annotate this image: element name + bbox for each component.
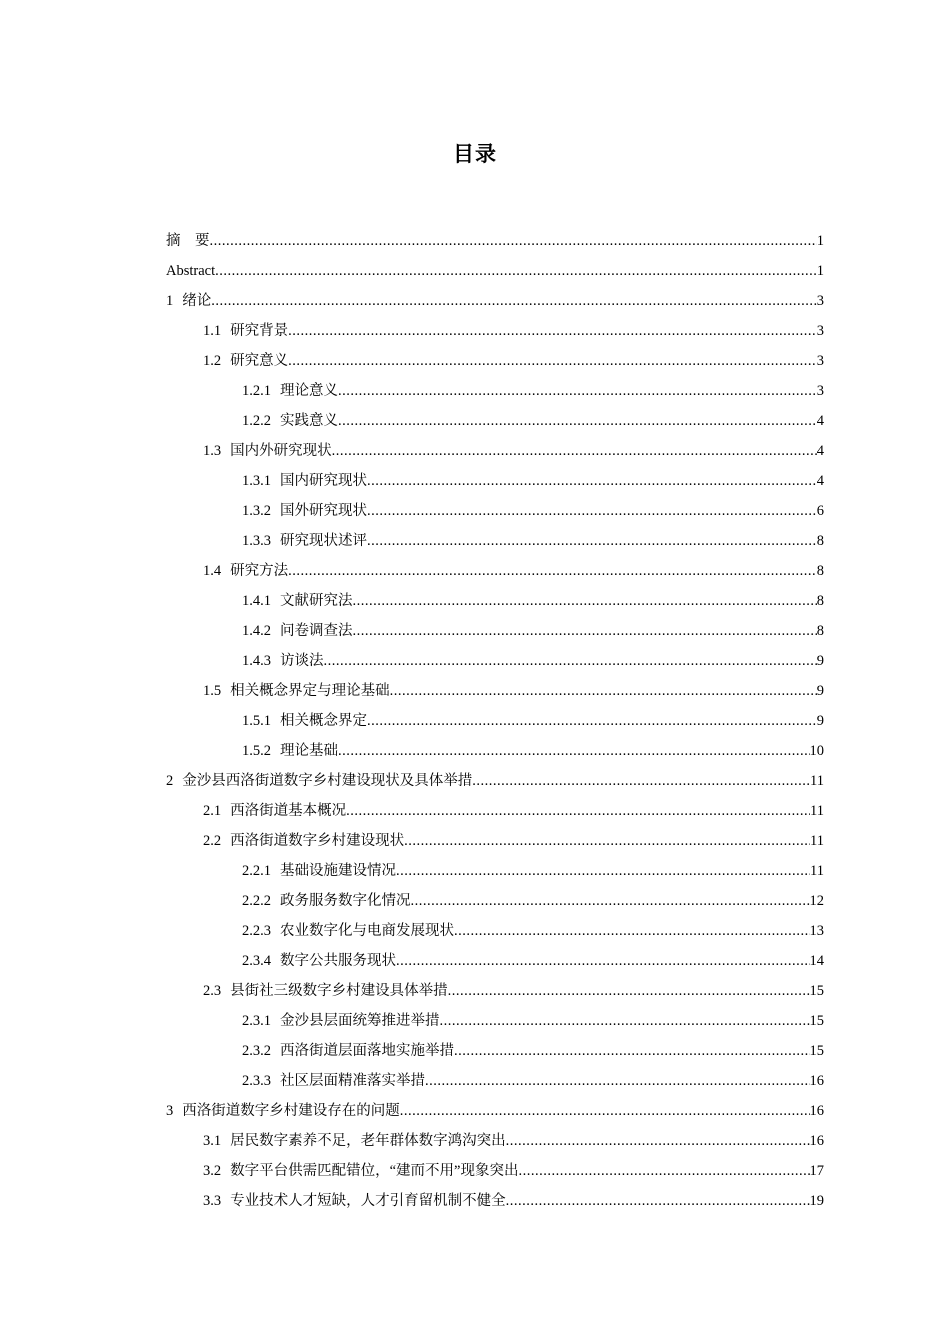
toc-entry-number: 2.2.1 [242,863,271,879]
toc-dot-leader [353,586,817,616]
toc-entry-number: 1 [166,293,174,309]
toc-entry-page: 17 [809,1163,824,1179]
toc-entry-page: 9 [816,683,824,699]
toc-entry[interactable] [166,496,824,526]
toc-entry[interactable] [166,856,824,886]
toc-entry-label: 数字平台供需匹配错位，“建而不用”现象突出 [230,1163,519,1179]
toc-entry[interactable] [166,1126,824,1156]
toc-dot-leader [324,646,817,676]
toc-dot-leader [367,526,817,556]
toc-dot-leader [411,886,810,916]
toc-entry[interactable] [166,586,824,616]
toc-entry-page: 10 [809,743,824,759]
toc-entry-number: 1.3 [203,443,222,459]
toc-entry-number: 1.4 [203,563,222,579]
toc-dot-leader [338,406,817,436]
toc-entry-number: 3 [166,1103,174,1119]
toc-entry-number: 1.5.2 [242,743,271,759]
toc-entry-number: 1.5.1 [242,713,271,729]
toc-entry[interactable] [166,526,824,556]
toc-entry-number: 2.3.1 [242,1013,271,1029]
toc-entry-page: 15 [809,983,824,999]
toc-dot-leader [353,616,817,646]
toc-entry-number: 2.1 [203,803,222,819]
toc-dot-leader [396,946,810,976]
toc-entry-page: 9 [816,653,824,669]
toc-entry-page: 15 [809,1043,824,1059]
page-title: 目录 [453,142,497,166]
toc-dot-leader [404,826,810,856]
toc-entry-page: 15 [809,1013,824,1029]
toc-entry-number: 1.3.3 [242,533,271,549]
toc-entry-page: 3 [816,383,824,399]
toc-entry-label: 研究现状述评 [280,533,367,549]
toc-entry[interactable] [166,1096,824,1126]
toc-entry-page: 3 [816,323,824,339]
toc-entry-page: 14 [809,953,824,969]
toc-entry-label: 居民数字素养不足，老年群体数字鸿沟突出 [230,1133,506,1149]
toc-dot-leader [288,556,817,586]
toc-entry-page: 3 [816,353,824,369]
toc-entry-page: 16 [809,1073,824,1089]
toc-entry-number: 3.2 [203,1163,222,1179]
toc-entry[interactable] [166,886,824,916]
toc-entry-label: 理论意义 [280,383,338,399]
toc-entry-label: 实践意义 [280,413,338,429]
toc-dot-leader [425,1066,810,1096]
toc-dot-leader [519,1156,810,1186]
toc-entry-number: 2.3 [203,983,222,999]
toc-dot-leader [367,706,817,736]
toc-entry-number: 2 [166,773,174,789]
toc-entry-label: 理论基础 [280,743,338,759]
toc-entry-label: 农业数字化与电商发展现状 [280,923,454,939]
toc-entry-number: 2.3.4 [242,953,271,969]
toc-entry[interactable] [166,256,824,286]
toc-entry-number: 2.2.2 [242,893,271,909]
toc-entry-label: 西洛街道层面落地实施举措 [280,1043,454,1059]
toc-entry-page: 9 [816,713,824,729]
toc-dot-leader [454,1036,810,1066]
toc-entry-number: 1.5 [203,683,222,699]
toc-dot-leader [210,226,817,256]
toc-entry-label: 数字公共服务现状 [280,953,396,969]
toc-entry[interactable] [166,376,824,406]
toc-entry-number: 1.2.2 [242,413,271,429]
toc-entry-label: 相关概念界定 [280,713,367,729]
toc-entry[interactable] [166,226,824,256]
toc-entry-label: Abstract [166,263,216,279]
toc-entry[interactable] [166,466,824,496]
toc-entry-page: 13 [809,923,824,939]
toc-entry[interactable] [166,946,824,976]
toc-dot-leader [472,766,810,796]
toc-entry-page: 8 [816,593,824,609]
toc-dot-leader [338,376,817,406]
toc-entry-page: 12 [809,893,824,909]
toc-entry[interactable] [166,1036,824,1066]
toc-entry-label: 政务服务数字化情况 [280,893,411,909]
toc-entry[interactable] [166,916,824,946]
toc-entry-label: 研究方法 [230,563,289,579]
toc-entry[interactable] [166,706,824,736]
toc-entry[interactable] [166,346,824,376]
toc-entry-label: 研究背景 [230,323,289,339]
toc-entry-label: 西洛街道基本概况 [230,803,347,819]
toc-entry-label: 社区层面精准落实举措 [280,1073,425,1089]
toc-entry-number: 1.3.2 [242,503,271,519]
toc-entry-number: 1.4.3 [242,653,271,669]
toc-dot-leader [367,466,817,496]
toc-entry-label: 摘 要 [166,233,210,249]
toc-entry-number: 1.4.1 [242,593,271,609]
toc-entry-page: 11 [810,863,824,879]
toc-dot-leader [211,286,817,316]
toc-entry-page: 11 [810,773,824,789]
toc-entry-number: 1.4.2 [242,623,271,639]
toc-entry-number: 1.2.1 [242,383,271,399]
toc-entry-number: 1.3.1 [242,473,271,489]
toc-entry-number: 1.1 [203,323,222,339]
toc-entry[interactable] [166,976,824,1006]
toc-entry[interactable] [166,826,824,856]
toc-dot-leader [332,436,817,466]
toc-entry-label: 访谈法 [280,653,324,669]
toc-entry[interactable] [166,616,824,646]
toc-entry-label: 金沙县层面统筹推进举措 [280,1013,440,1029]
toc-entry-label: 研究意义 [230,353,289,369]
toc-entry[interactable] [166,1156,824,1186]
toc-entry-label: 国内研究现状 [280,473,367,489]
toc-entry-page: 1 [816,263,824,279]
toc-entry-label: 文献研究法 [280,593,353,609]
toc-entry-page: 4 [816,413,824,429]
toc-entry[interactable] [166,406,824,436]
toc-dot-leader [367,496,817,526]
toc-entry-label: 国外研究现状 [280,503,367,519]
toc-entry[interactable] [166,316,824,346]
toc-entry-page: 11 [810,803,824,819]
toc-entry-number: 2.2.3 [242,923,271,939]
toc-entry-label: 相关概念界定与理论基础 [230,683,390,699]
toc-entry-number: 3.1 [203,1133,222,1149]
toc-entry[interactable] [166,1066,824,1096]
toc-dot-leader [346,796,810,826]
toc-entry-label: 金沙县西洛街道数字乡村建设现状及具体举措 [182,773,473,789]
toc-entry-page: 8 [816,563,824,579]
toc-entry-label: 国内外研究现状 [230,443,332,459]
toc-entry[interactable] [166,646,824,676]
toc-entry-page: 6 [816,503,824,519]
toc-entry[interactable] [166,766,824,796]
toc-entry[interactable] [166,436,824,466]
toc-entry[interactable] [166,736,824,766]
toc-entry-label: 西洛街道数字乡村建设存在的问题 [182,1103,400,1119]
toc-entry-label: 县街社三级数字乡村建设具体举措 [230,983,448,999]
table-of-contents [166,226,824,1216]
toc-entry-label: 绪论 [182,293,212,309]
toc-entry[interactable] [166,286,824,316]
toc-entry-number: 3.3 [203,1193,222,1209]
toc-entry-page: 1 [816,233,824,249]
toc-entry-page: 4 [816,443,824,459]
toc-entry-number: 2.2 [203,833,222,849]
toc-entry-page: 16 [809,1103,824,1119]
toc-entry-number: 2.3.3 [242,1073,271,1089]
toc-dot-leader [400,1096,810,1126]
toc-dot-leader [440,1006,810,1036]
toc-entry-page: 16 [809,1133,824,1149]
toc-entry[interactable] [166,1186,824,1216]
toc-entry-page: 3 [816,293,824,309]
toc-dot-leader [288,316,817,346]
toc-entry[interactable] [166,676,824,706]
toc-entry-label: 西洛街道数字乡村建设现状 [230,833,405,849]
toc-dot-leader [448,976,810,1006]
toc-entry[interactable] [166,796,824,826]
toc-entry-number: 1.2 [203,353,222,369]
toc-dot-leader [288,346,817,376]
toc-dot-leader [338,736,810,766]
toc-dot-leader [506,1126,810,1156]
toc-entry-label: 专业技术人才短缺，人才引育留机制不健全 [230,1193,506,1209]
toc-dot-leader [454,916,810,946]
toc-entry-label: 问卷调查法 [280,623,353,639]
toc-entry-number: 2.3.2 [242,1043,271,1059]
toc-entry-label: 基础设施建设情况 [280,863,396,879]
toc-dot-leader [215,256,817,286]
toc-entry-page: 11 [810,833,824,849]
toc-entry[interactable] [166,1006,824,1036]
toc-entry[interactable] [166,556,824,586]
toc-dot-leader [506,1186,810,1216]
toc-entry-page: 8 [816,533,824,549]
toc-dot-leader [390,676,817,706]
toc-dot-leader [396,856,810,886]
toc-entry-page: 19 [809,1193,824,1209]
toc-entry-page: 8 [816,623,824,639]
toc-entry-page: 4 [816,473,824,489]
